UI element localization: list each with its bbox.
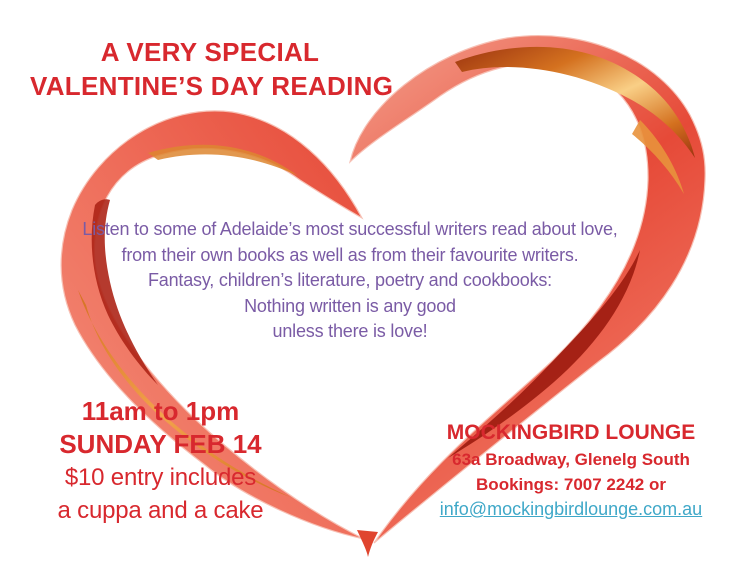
event-entry-line-2: a cuppa and a cake [57, 497, 264, 524]
event-description [40, 217, 660, 345]
event-details [18, 395, 303, 527]
event-date-text: SUNDAY FEB 14 [59, 429, 262, 459]
title-line-2: VALENTINE’S DAY READING [30, 71, 394, 101]
heart-bottom-tip [357, 530, 378, 557]
venue-bookings: Bookings: 7007 2242 or [476, 475, 666, 494]
venue-address: 63a Broadway, Glenelg South [452, 450, 690, 469]
description-line-5: unless there is love! [272, 321, 428, 341]
venue-email-row [420, 497, 722, 522]
event-time-text: 11am to 1pm [81, 396, 240, 426]
title-line-1: A VERY SPECIAL [100, 37, 320, 67]
description-line-4: Nothing written is any good [244, 295, 456, 316]
description-line-2: from their own books as well as from their favourite writers. [121, 244, 579, 265]
description-line-3: Fantasy, children’s literature, poetry and cookbooks: [148, 270, 552, 290]
event-entry-line-1: $10 entry includes [64, 464, 257, 491]
poster-title [30, 35, 394, 103]
description-line-1: Listen to some of Adelaide’s most successful writers read about love, [82, 219, 618, 239]
venue-name: MOCKINGBIRD LOUNGE [446, 421, 696, 444]
venue-details [420, 419, 722, 522]
venue-email-link[interactable]: info@mockingbirdlounge.com.au [439, 499, 703, 519]
